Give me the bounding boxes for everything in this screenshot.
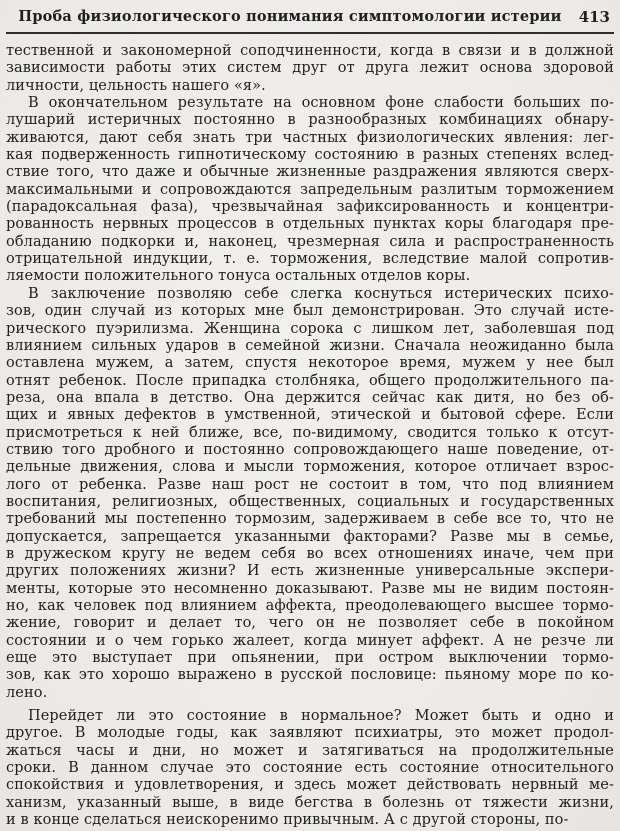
- text-line: сроки. В данном случае это состояние есть состояние относительного: [6, 760, 614, 777]
- paragraph: [6, 286, 614, 702]
- text-line: состоянии и о чем горько жалеет, когда минует аффект. А не резче ли: [6, 632, 614, 649]
- running-head: [8, 8, 612, 28]
- text-line: Перейдет ли это состояние в нормальное? Может быть и одно и: [28, 708, 614, 725]
- text-line: тественной и закономерной соподчиненности, когда в связи и в должной: [6, 43, 614, 59]
- text-line: присмотреться к ней ближе, все, по-видимому, сводится только к отсут-: [6, 424, 614, 441]
- text-line: (парадоксальная фаза), чрезвычайная зафиксированность и концентри-: [6, 199, 614, 216]
- text-line: отнят ребенок. После припадка столбняка, общего продолжительного па-: [6, 372, 614, 389]
- text-line: оставлена мужем, а затем, спустя некоторое время, мужем у нее был: [6, 355, 614, 372]
- text-line: требований мы постепенно тормозим, задерживаем в себе все то, что не: [6, 511, 614, 528]
- text-line: живаются, дают себя знать три частных физиологических явления: лег-: [6, 129, 614, 146]
- text-line: спокойствия и удовлетворения, и здесь может действовать нервный ме-: [6, 777, 614, 794]
- text-line: В окончательном результате на основном фоне слабости больших по-: [28, 95, 614, 112]
- text-line: зов, один случай из которых мне был демонстрирован. Это случай исте-: [6, 303, 614, 320]
- text-line: жение, говорит и делает то, чего он не позволяет себе в покойном: [6, 615, 614, 632]
- page-body: [6, 43, 614, 829]
- text-line: влиянием сильных ударов в семейной жизни. Сначала неожиданно была: [6, 337, 614, 354]
- text-line: менты, которые это несомненно доказывают. Разве мы не видим постоян-: [6, 580, 614, 597]
- text-line: зависимости работы этих систем друг от друга лежит основа здоровой: [6, 60, 614, 77]
- text-line: дельные движения, слова и мысли торможения, которое отличает взрос-: [6, 459, 614, 476]
- text-line: кая подверженность гипнотическому состоянию в разных степенях вслед-: [6, 147, 614, 164]
- text-line: жаться часы и дни, но может и затягиваться на продолжительные: [6, 742, 614, 759]
- text-line: максимальными и сопровождаются запредельным разлитым торможением: [6, 181, 614, 198]
- running-head-title: Проба физиологического понимания симптомологии истерии: [18, 8, 562, 25]
- text-line: зов, как это хорошо выражено в русской пословице: пьяному море по ко-: [6, 667, 614, 684]
- text-line: рованность нервных процессов в отдельных пунктах коры благодаря пре-: [6, 216, 614, 233]
- page-number: 413: [578, 8, 610, 26]
- text-line: щих и явных дефектов в умственной, этической и бытовой сфере. Если: [6, 407, 614, 424]
- text-line: отрицательной индукции, т. е. торможения, вследствие малой сопротив-: [6, 251, 614, 268]
- text-line: рического пуэрилизма. Женщина сорока с лишком лет, заболевшая под: [6, 320, 614, 337]
- text-line: реза, она впала в детство. Она держится сейчас как дитя, но без об-: [6, 389, 614, 406]
- text-line: лено.: [6, 684, 48, 701]
- text-line: лого от ребенка. Разве наш рост не состоит в том, что под влиянием: [6, 476, 614, 493]
- text-line: ствию того дробного и постоянно сопровождающего наше поведение, от-: [6, 441, 614, 458]
- paragraph: [6, 708, 614, 829]
- text-line: обладанию подкорки и, наконец, чрезмерная сила и распространенность: [6, 233, 614, 250]
- text-line: в дружеском кругу не ведем себя во всех отношениях иначе, чем при: [6, 545, 614, 562]
- text-line: ляемости положительного тонуса остальных отделов коры.: [6, 268, 471, 285]
- text-line: и в конце сделаться неискоренимо привычным. А с другой стороны, по-: [6, 812, 569, 829]
- text-line: другое. В молодые годы, как заявляют психиатры, это может продол-: [6, 725, 614, 742]
- header-rule: [6, 32, 614, 34]
- paragraph: [6, 43, 614, 95]
- text-line: воспитания, религиозных, общественных, социальных и государственных: [6, 493, 614, 510]
- text-line: ханизм, указанный выше, в виде бегства в болезнь от тяжести жизни,: [6, 794, 614, 811]
- text-line: других положениях жизни? И есть жизненные универсальные экспери-: [6, 563, 614, 580]
- text-line: ствие того, что даже и обычные жизненные раздражения являются сверх-: [6, 164, 614, 181]
- text-line: допускается, запрещается указанными факторами? Разве мы в семье,: [6, 528, 614, 545]
- text-line: лушарий истеричных постоянно в разнообразных комбинациях обнару-: [6, 112, 614, 129]
- text-line: но, как человек под влиянием аффекта, преодолевающего высшее тормо-: [6, 598, 614, 614]
- text-line: еще это выступает при опьянении, при остром выключении тормо-: [6, 650, 614, 667]
- paragraph: [6, 95, 614, 286]
- text-line: В заключение позволяю себе слегка коснуться истерических психо-: [28, 285, 614, 302]
- text-line: личности, цельность нашего «я».: [6, 77, 266, 94]
